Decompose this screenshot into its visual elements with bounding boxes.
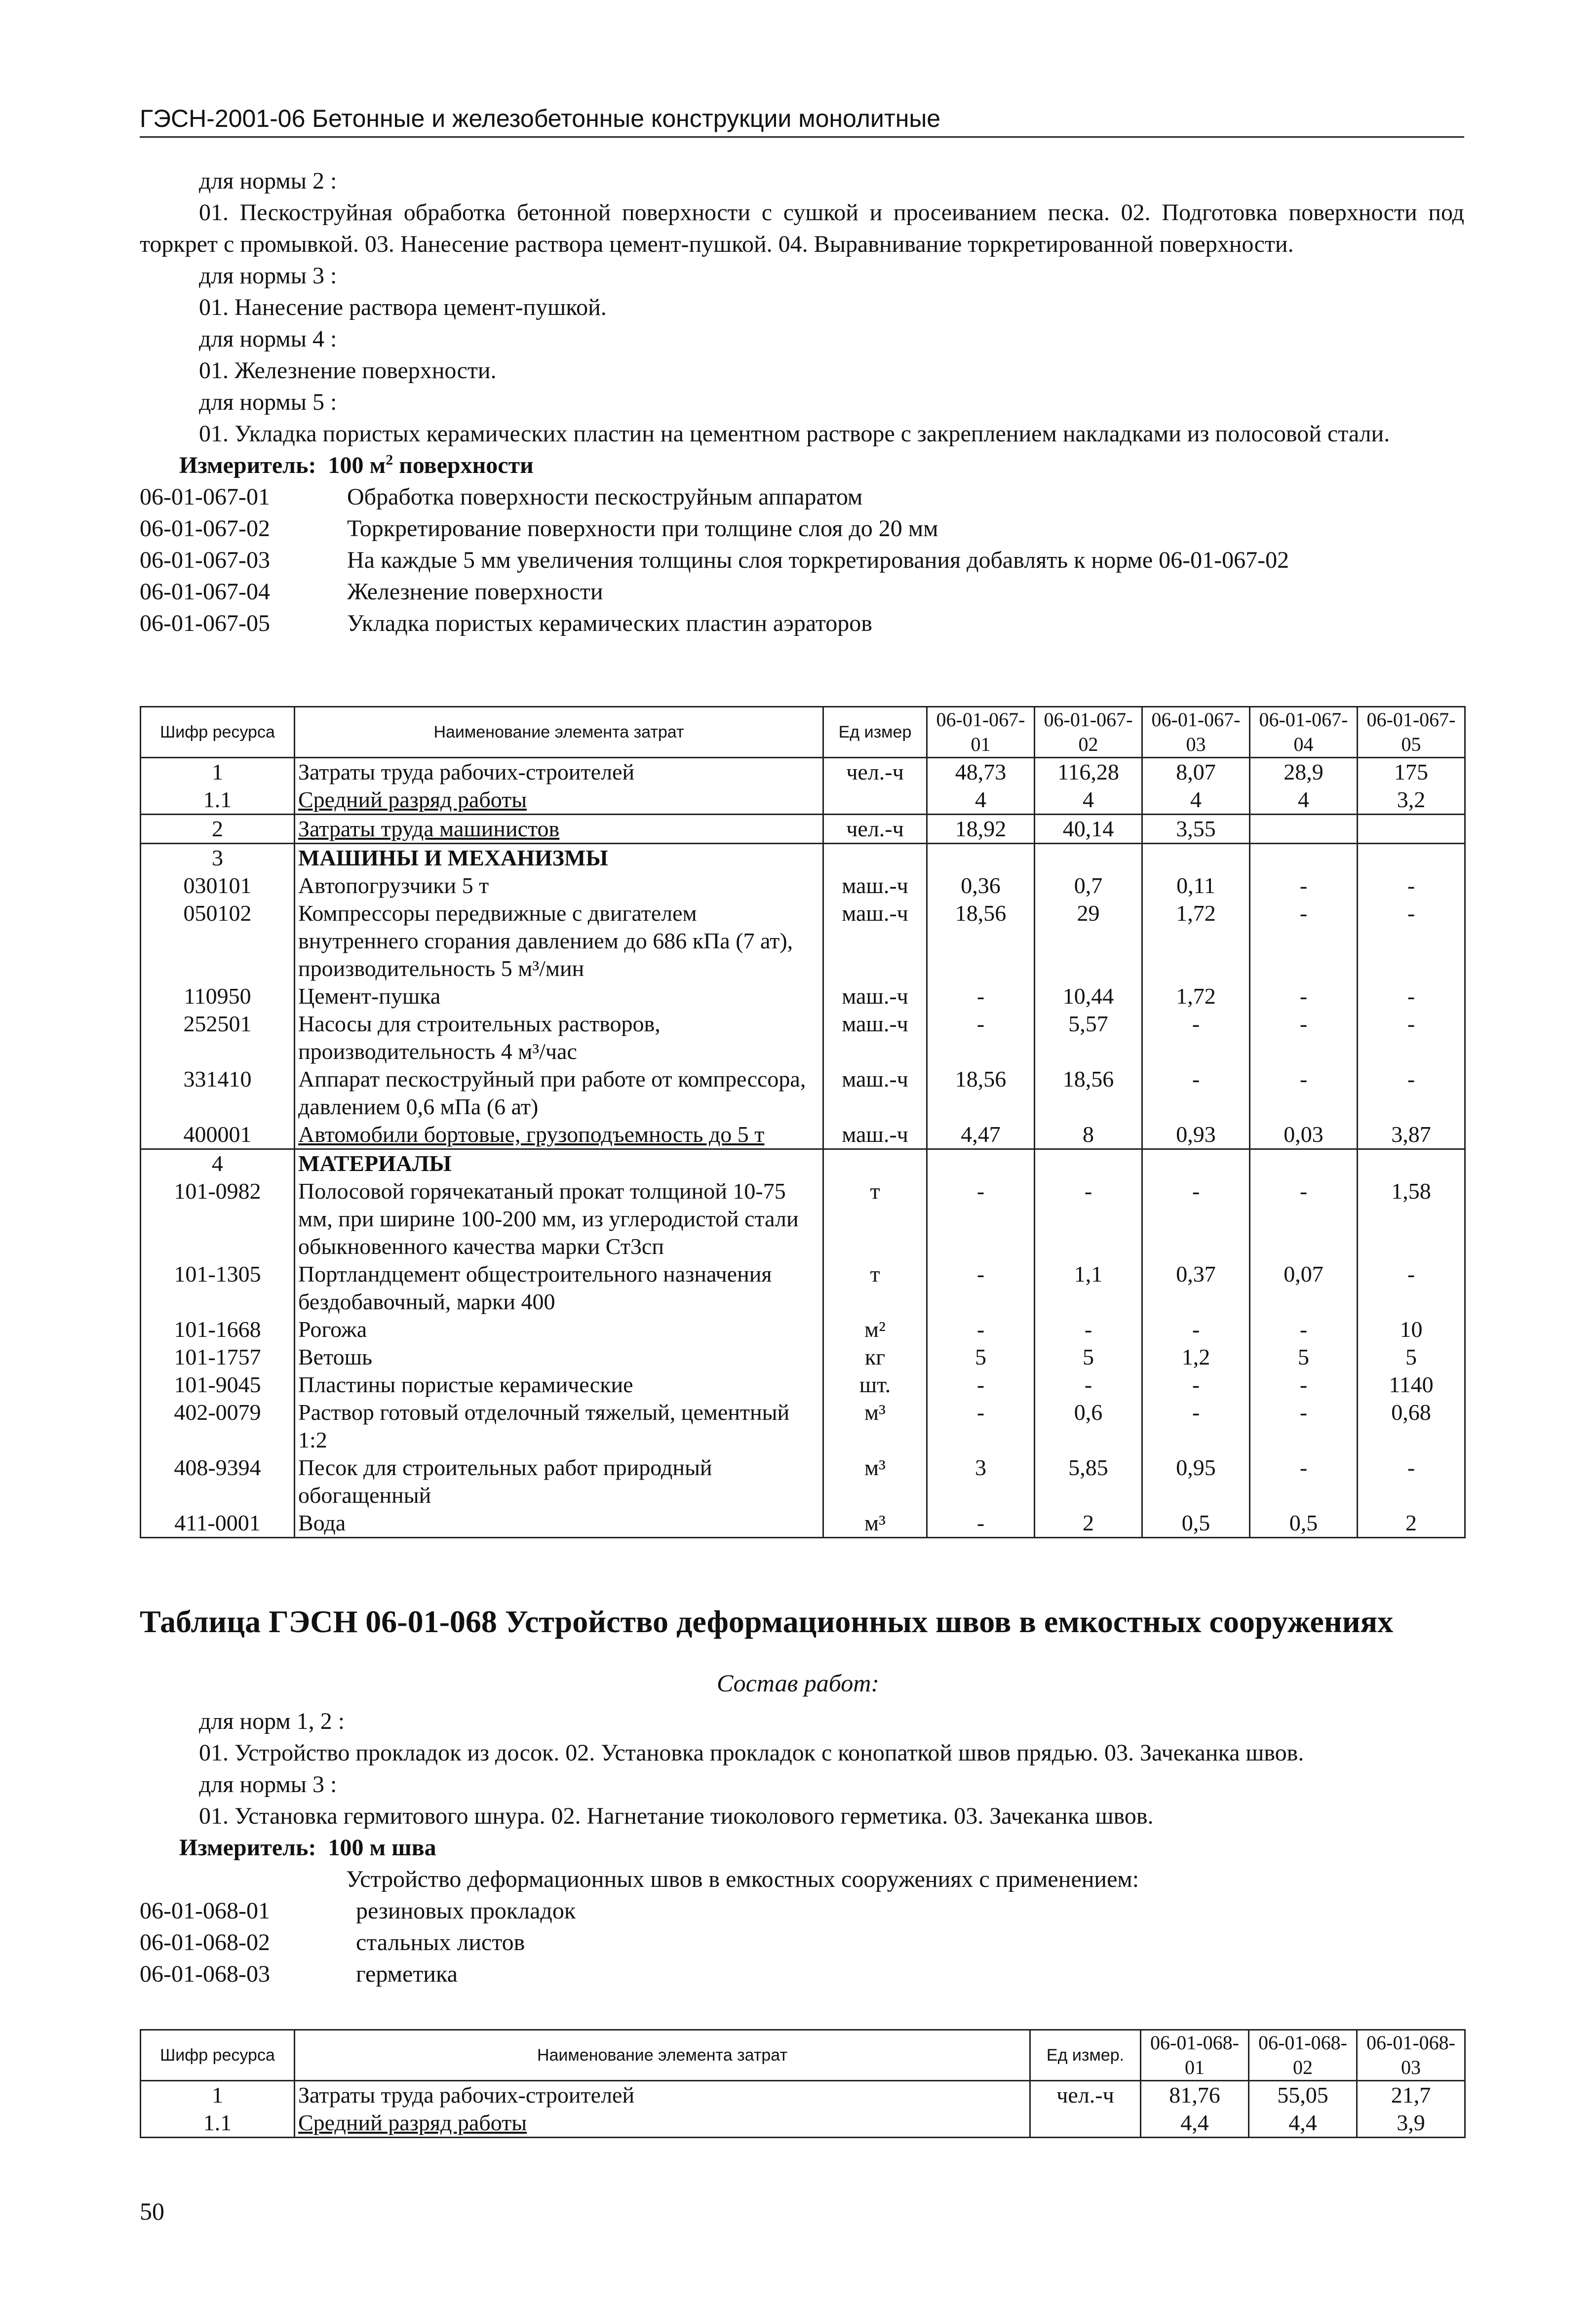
resource-code-cell: 110950	[141, 982, 295, 1010]
norm-label: для норм 1, 2 :	[199, 1708, 345, 1734]
col-header: Наименование элемента затрат	[295, 2030, 1030, 2081]
norm-text: 01. Укладка пористых керамических пластин на цементном растворе с закреплением накладками из полосовой стали.	[199, 421, 1390, 447]
unit-cell: маш.-ч	[823, 899, 927, 982]
col-header: Ед измер.	[1030, 2030, 1141, 2081]
value-cell: 0,68	[1358, 1399, 1465, 1454]
norm-code-row	[140, 576, 1464, 608]
unit-cell	[823, 844, 927, 872]
col-header: 06-01-068-01	[1141, 2030, 1249, 2081]
norm-code-text: Торкретирование поверхности при толщине слоя до 20 мм	[347, 515, 938, 542]
resource-code-cell: 030101	[141, 872, 295, 899]
value-cell	[1358, 844, 1465, 872]
value-cell: 4	[1142, 786, 1250, 815]
value-cell: 0,11	[1142, 872, 1250, 899]
resource-code-cell: 331410	[141, 1065, 295, 1121]
norm-label: для нормы 3 :	[199, 263, 337, 289]
table-row	[141, 982, 1465, 1010]
resource-name-cell: Затраты труда рабочих-строителей	[295, 2081, 1030, 2110]
value-cell: 0,7	[1035, 872, 1142, 899]
unit-cell: кг	[823, 1343, 927, 1371]
value-cell: 0,37	[1142, 1260, 1250, 1316]
table-row	[141, 2109, 1465, 2138]
table-row	[141, 1177, 1465, 1260]
value-cell: 29	[1035, 899, 1142, 982]
resource-name-cell: Песок для строительных работ природный обогащенный	[295, 1454, 823, 1509]
norm-code-text: На каждые 5 мм увеличения толщины слоя торкретирования добавлять к норме 06-01-067-02	[347, 547, 1289, 573]
work-composition-068	[140, 1706, 1464, 1990]
value-cell: -	[1250, 1371, 1358, 1399]
col-header: Шифр ресурса	[141, 707, 295, 758]
measure-label: Измеритель:	[179, 452, 316, 478]
resource-name-cell: Рогожа	[295, 1316, 823, 1343]
table-row	[141, 2081, 1465, 2110]
resource-code-cell: 1.1	[141, 786, 295, 815]
resource-name-cell: Автомобили бортовые, грузоподъемность до 5 т	[295, 1121, 823, 1149]
col-header: Ед измер	[823, 707, 927, 758]
value-cell: 5,85	[1035, 1454, 1142, 1509]
col-header: 06-01-067-05	[1358, 707, 1465, 758]
norm-code-row	[140, 481, 1464, 513]
value-cell	[1142, 1149, 1250, 1178]
value-cell: -	[1250, 1065, 1358, 1121]
resource-code-cell: 3	[141, 844, 295, 872]
col-header: 06-01-068-03	[1357, 2030, 1465, 2081]
resource-code-cell: 1	[141, 758, 295, 786]
norm-code: 06-01-067-02	[140, 515, 270, 542]
norm-code-text: стальных листов	[356, 1929, 525, 1955]
table-row	[141, 899, 1465, 982]
norm-text: 01. Пескоструйная обработка бетонной поверхности с сушкой и просеиванием песка. 02. Подготовка поверхности под торкрет с промывкой. 03. Нанесение раствора цемент-пушкой. 04. Выравнивание торкретированной поверхности.	[140, 199, 1464, 257]
unit-cell	[823, 1149, 927, 1178]
resource-name-cell: Аппарат пескоструйный при работе от компрессора, давлением 0,6 мПа (6 ат)	[295, 1065, 823, 1121]
table-row	[141, 1260, 1465, 1316]
resource-code-cell: 411-0001	[141, 1509, 295, 1538]
norm-code-text: герметика	[356, 1961, 458, 1987]
value-cell: 4	[1250, 786, 1358, 815]
resource-code-cell: 050102	[141, 899, 295, 982]
value-cell: -	[1142, 1010, 1250, 1065]
value-cell: -	[1035, 1316, 1142, 1343]
table-row	[141, 1371, 1465, 1399]
resource-code-cell: 402-0079	[141, 1399, 295, 1454]
value-cell: -	[1358, 899, 1465, 982]
value-cell: -	[1250, 1454, 1358, 1509]
value-cell: -	[1250, 1177, 1358, 1260]
value-cell: -	[927, 1509, 1035, 1538]
value-cell: 3,9	[1357, 2109, 1465, 2138]
norm-code: 06-01-067-01	[140, 484, 270, 510]
resource-name-cell: Цемент-пушка	[295, 982, 823, 1010]
page-number: 50	[140, 2197, 164, 2225]
norm-code-row	[140, 513, 1464, 545]
value-cell: 2	[1358, 1509, 1465, 1538]
resource-code-cell: 4	[141, 1149, 295, 1178]
value-cell	[1250, 815, 1358, 844]
value-cell: 18,56	[1035, 1065, 1142, 1121]
value-cell: -	[1250, 982, 1358, 1010]
table-row	[141, 872, 1465, 899]
value-cell: -	[927, 1316, 1035, 1343]
value-cell: -	[1142, 1316, 1250, 1343]
value-cell	[1035, 844, 1142, 872]
work-composition-heading: Состав работ:	[716, 1669, 880, 1697]
resource-name-cell: Автопогрузчики 5 т	[295, 872, 823, 899]
value-cell: 4,4	[1249, 2109, 1357, 2138]
value-cell: 18,92	[927, 815, 1035, 844]
value-cell: 40,14	[1035, 815, 1142, 844]
value-cell	[1142, 844, 1250, 872]
value-cell: 0,5	[1250, 1509, 1358, 1538]
resource-code-cell: 101-1757	[141, 1343, 295, 1371]
norm-code-row	[140, 1958, 1464, 1990]
value-cell: 1,72	[1142, 899, 1250, 982]
value-cell: 175	[1358, 758, 1465, 786]
col-header: Наименование элемента затрат	[295, 707, 823, 758]
work-composition-067	[140, 165, 1464, 639]
value-cell: -	[1142, 1371, 1250, 1399]
value-cell: -	[927, 1260, 1035, 1316]
value-cell: 5	[1250, 1343, 1358, 1371]
value-cell: -	[1250, 1399, 1358, 1454]
value-cell: -	[1250, 1010, 1358, 1065]
norm-code-text: Обработка поверхности пескоструйным аппаратом	[347, 484, 863, 510]
resource-name-cell: Полосовой горячекатаный прокат толщиной 10-75 мм, при ширине 100-200 мм, из углеродистой стали обыкновенного качества марки Ст3сп	[295, 1177, 823, 1260]
value-cell: 1,2	[1142, 1343, 1250, 1371]
unit-cell: шт.	[823, 1371, 927, 1399]
unit-cell: маш.-ч	[823, 1121, 927, 1149]
table-row	[141, 1065, 1465, 1121]
value-cell: 3	[927, 1454, 1035, 1509]
resource-name-cell: Пластины пористые керамические	[295, 1371, 823, 1399]
value-cell: 0,95	[1142, 1454, 1250, 1509]
unit-cell: чел.-ч	[1030, 2081, 1141, 2110]
value-cell	[1358, 815, 1465, 844]
table-row	[141, 1121, 1465, 1149]
norm-text: 01. Установка гермитового шнура. 02. Нагнетание тиоколового герметика. 03. Зачеканка швов.	[199, 1803, 1154, 1829]
value-cell	[1250, 844, 1358, 872]
running-header: ГЭСН-2001-06 Бетонные и железобетонные конструкции монолитные	[140, 104, 1464, 138]
norm-code-list	[140, 1895, 1464, 1990]
value-cell: 48,73	[927, 758, 1035, 786]
resource-name-cell: МАТЕРИАЛЫ	[295, 1149, 823, 1178]
value-cell: 3,2	[1358, 786, 1465, 815]
col-header: 06-01-067-01	[927, 707, 1035, 758]
value-cell: 5	[1035, 1343, 1142, 1371]
measure-value: 100 м шва	[328, 1835, 436, 1861]
norm-code-text: Железнение поверхности	[347, 579, 603, 605]
value-cell: 4,47	[927, 1121, 1035, 1149]
measure-suffix: поверхности	[393, 452, 534, 478]
resource-name-cell: Средний разряд работы	[295, 2109, 1030, 2138]
table-title: Таблица ГЭСН 06-01-068 Устройство деформационных швов в емкостных сооружениях	[140, 1604, 1394, 1639]
table-row	[141, 1399, 1465, 1454]
unit-cell: чел.-ч	[823, 758, 927, 786]
measure-sup: 2	[386, 452, 393, 468]
table-row	[141, 1149, 1465, 1178]
value-cell: 0,6	[1035, 1399, 1142, 1454]
resource-code-cell: 1.1	[141, 2109, 295, 2138]
table-row	[141, 815, 1465, 844]
value-cell: 10,44	[1035, 982, 1142, 1010]
norm-text: 01. Устройство прокладок из досок. 02. Установка прокладок с конопаткой швов прядью. 03. Зачеканка швов.	[199, 1740, 1304, 1766]
resource-name-cell: МАШИНЫ И МЕХАНИЗМЫ	[295, 844, 823, 872]
table-header-row	[141, 707, 1465, 758]
value-cell: -	[1358, 1065, 1465, 1121]
col-header: 06-01-067-03	[1142, 707, 1250, 758]
value-cell: -	[927, 982, 1035, 1010]
value-cell: 5	[1358, 1343, 1465, 1371]
norm-code-row	[140, 545, 1464, 576]
value-cell: -	[1142, 1065, 1250, 1121]
resource-code-cell: 400001	[141, 1121, 295, 1149]
norm-code: 06-01-068-03	[140, 1961, 270, 1987]
value-cell: 55,05	[1249, 2081, 1357, 2110]
value-cell: 81,76	[1141, 2081, 1249, 2110]
value-cell: 10	[1358, 1316, 1465, 1343]
norm-label: для нормы 2 :	[199, 168, 337, 194]
value-cell: -	[1142, 1177, 1250, 1260]
norm-text: 01. Нанесение раствора цемент-пушкой.	[199, 294, 607, 320]
value-cell	[1035, 1149, 1142, 1178]
value-cell: 0,5	[1142, 1509, 1250, 1538]
value-cell: 21,7	[1357, 2081, 1465, 2110]
value-cell: 4,4	[1141, 2109, 1249, 2138]
value-cell: 8	[1035, 1121, 1142, 1149]
value-cell: 0,03	[1250, 1121, 1358, 1149]
value-cell: 28,9	[1250, 758, 1358, 786]
table-header-row	[141, 2030, 1465, 2081]
norm-intro: Устройство деформационных швов в емкостных сооружениях с применением:	[346, 1866, 1139, 1892]
measure-label: Измеритель:	[179, 1835, 316, 1861]
resource-code-cell: 101-0982	[141, 1177, 295, 1260]
resource-code-cell: 101-9045	[141, 1371, 295, 1399]
resource-code-cell: 252501	[141, 1010, 295, 1065]
resource-code-cell: 2	[141, 815, 295, 844]
value-cell: 5,57	[1035, 1010, 1142, 1065]
value-cell: 5	[927, 1343, 1035, 1371]
value-cell: 8,07	[1142, 758, 1250, 786]
resource-code-cell: 408-9394	[141, 1454, 295, 1509]
value-cell: 0,93	[1142, 1121, 1250, 1149]
value-cell: 0,07	[1250, 1260, 1358, 1316]
resource-name-cell: Затраты труда рабочих-строителей	[295, 758, 823, 786]
resource-name-cell: Раствор готовый отделочный тяжелый, цементный 1:2	[295, 1399, 823, 1454]
value-cell: -	[1358, 1010, 1465, 1065]
value-cell: 1,58	[1358, 1177, 1465, 1260]
norm-code: 06-01-067-04	[140, 579, 270, 605]
norm-label: для нормы 5 :	[199, 389, 337, 415]
norm-label: для нормы 4 :	[199, 326, 337, 352]
resource-code-cell: 1	[141, 2081, 295, 2110]
unit-cell: м³	[823, 1509, 927, 1538]
norm-code: 06-01-067-03	[140, 547, 270, 573]
norm-code-row	[140, 1895, 1464, 1927]
norm-code: 06-01-068-02	[140, 1929, 270, 1955]
resource-name-cell: Компрессоры передвижные с двигателем внутреннего сгорания давлением до 686 кПа (7 ат), производительность 5 м³/мин	[295, 899, 823, 982]
value-cell: 116,28	[1035, 758, 1142, 786]
value-cell: -	[1142, 1399, 1250, 1454]
value-cell: -	[927, 1371, 1035, 1399]
resource-name-cell: Ветошь	[295, 1343, 823, 1371]
resource-name-cell: Средний разряд работы	[295, 786, 823, 815]
value-cell: 1,1	[1035, 1260, 1142, 1316]
value-cell: -	[927, 1010, 1035, 1065]
col-header: 06-01-068-02	[1249, 2030, 1357, 2081]
col-header: 06-01-067-04	[1250, 707, 1358, 758]
value-cell: -	[927, 1399, 1035, 1454]
unit-cell: маш.-ч	[823, 1010, 927, 1065]
norm-code-text: Укладка пористых керамических пластин аэраторов	[347, 610, 872, 636]
table-row	[141, 844, 1465, 872]
unit-cell: т	[823, 1177, 927, 1260]
resource-name-cell: Насосы для строительных растворов, производительность 4 м³/час	[295, 1010, 823, 1065]
resource-table-067	[140, 706, 1466, 1538]
resource-code-cell: 101-1668	[141, 1316, 295, 1343]
norm-text: 01. Железнение поверхности.	[199, 357, 497, 384]
norm-label: для нормы 3 :	[199, 1771, 337, 1798]
unit-cell: маш.-ч	[823, 982, 927, 1010]
resource-table-068	[140, 2029, 1466, 2138]
col-header: Шифр ресурса	[141, 2030, 295, 2081]
value-cell: 18,56	[927, 899, 1035, 982]
norm-code-text: резиновых прокладок	[356, 1898, 576, 1924]
value-cell	[927, 844, 1035, 872]
value-cell	[1358, 1149, 1465, 1178]
table-body	[141, 758, 1465, 1538]
value-cell: -	[1358, 872, 1465, 899]
norm-code: 06-01-068-01	[140, 1898, 270, 1924]
value-cell: 2	[1035, 1509, 1142, 1538]
table-row	[141, 1343, 1465, 1371]
value-cell: 4	[927, 786, 1035, 815]
table-row	[141, 1316, 1465, 1343]
table-row	[141, 758, 1465, 786]
table-body	[141, 2081, 1465, 2138]
norm-code-row	[140, 1927, 1464, 1958]
value-cell: 18,56	[927, 1065, 1035, 1121]
value-cell	[1250, 1149, 1358, 1178]
value-cell: -	[1035, 1177, 1142, 1260]
measure-line	[140, 450, 1464, 481]
value-cell: -	[1358, 1454, 1465, 1509]
norm-code-list	[140, 481, 1464, 639]
value-cell: 1,72	[1142, 982, 1250, 1010]
value-cell: -	[1250, 899, 1358, 982]
table-row	[141, 1010, 1465, 1065]
unit-cell: маш.-ч	[823, 872, 927, 899]
unit-cell	[1030, 2109, 1141, 2138]
value-cell: -	[1250, 1316, 1358, 1343]
table-row	[141, 786, 1465, 815]
value-cell: -	[1250, 872, 1358, 899]
table-row	[141, 1454, 1465, 1509]
resource-name-cell: Вода	[295, 1509, 823, 1538]
value-cell: 3,55	[1142, 815, 1250, 844]
unit-cell: маш.-ч	[823, 1065, 927, 1121]
value-cell: -	[927, 1177, 1035, 1260]
value-cell	[927, 1149, 1035, 1178]
norm-code: 06-01-067-05	[140, 610, 270, 636]
value-cell: -	[1358, 1260, 1465, 1316]
table-row	[141, 1509, 1465, 1538]
unit-cell: м³	[823, 1454, 927, 1509]
measure-value: 100 м	[328, 452, 386, 478]
value-cell: 1140	[1358, 1371, 1465, 1399]
value-cell: -	[1035, 1371, 1142, 1399]
measure-line	[140, 1832, 1464, 1864]
resource-name-cell: Затраты труда машинистов	[295, 815, 823, 844]
col-header: 06-01-067-02	[1035, 707, 1142, 758]
unit-cell: м²	[823, 1316, 927, 1343]
norm-code-row	[140, 608, 1464, 639]
unit-cell: т	[823, 1260, 927, 1316]
unit-cell: чел.-ч	[823, 815, 927, 844]
value-cell: -	[1358, 982, 1465, 1010]
value-cell: 4	[1035, 786, 1142, 815]
value-cell: 3,87	[1358, 1121, 1465, 1149]
resource-code-cell: 101-1305	[141, 1260, 295, 1316]
unit-cell	[823, 786, 927, 815]
value-cell: 0,36	[927, 872, 1035, 899]
unit-cell: м³	[823, 1399, 927, 1454]
resource-name-cell: Портландцемент общестроительного назначения бездобавочный, марки 400	[295, 1260, 823, 1316]
